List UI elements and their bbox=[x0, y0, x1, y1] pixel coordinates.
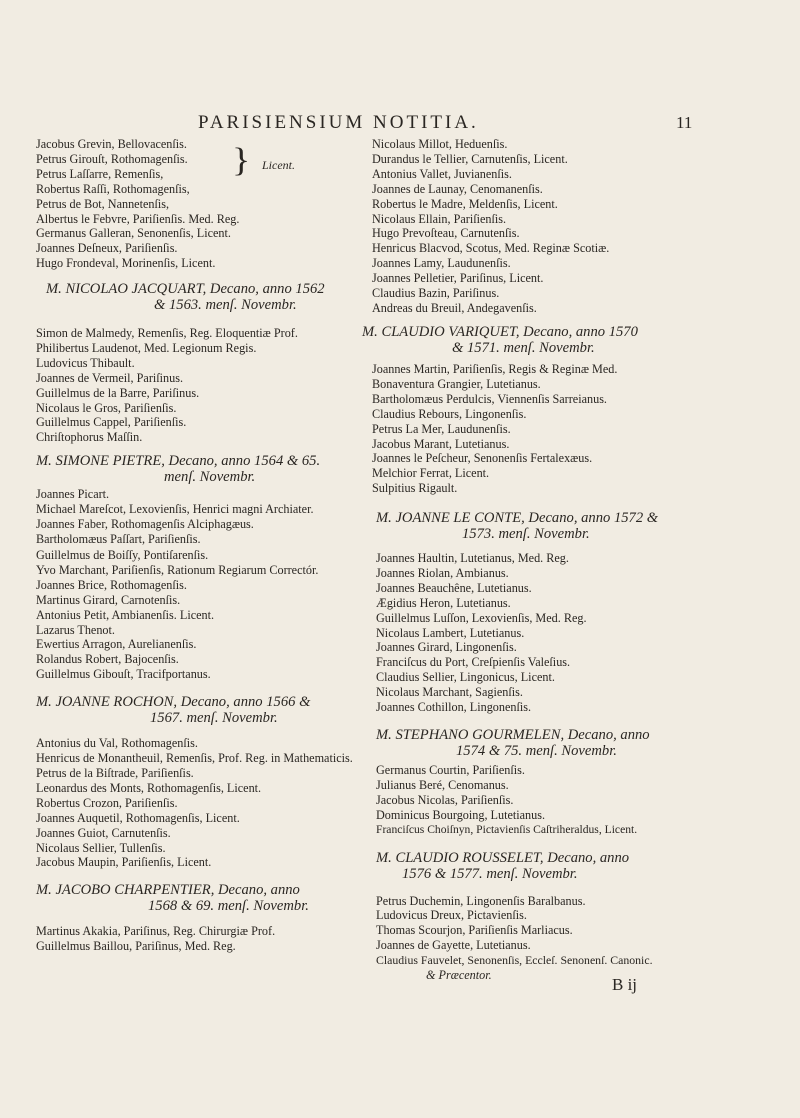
name-entry: Robertus le Madre, Meldenſis, Licent. bbox=[372, 196, 558, 211]
name-entry: Guillelmus de la Barre, Pariſinus. bbox=[36, 385, 200, 400]
name-entry: Julianus Beré, Cenomanus. bbox=[376, 777, 509, 792]
dean-heading: M. JOANNE LE CONTE, Decano, anno 1572 & bbox=[376, 510, 659, 526]
name-entry: Jacobus Marant, Lutetianus. bbox=[372, 436, 510, 451]
brace-label: Licent. bbox=[262, 158, 295, 172]
name-entry: Joannes Picart. bbox=[36, 487, 110, 502]
name-entry: Chriſtophorus Maſſin. bbox=[36, 430, 143, 445]
name-entry: Nicolaus Marchant, Sagienſis. bbox=[376, 685, 523, 700]
name-entry: Bonaventura Grangier, Lutetianus. bbox=[372, 376, 541, 391]
name-entry: Sulpitius Rigault. bbox=[372, 481, 458, 496]
dean-heading-cont: & 1571. menſ. Novembr. bbox=[452, 340, 595, 356]
name-entry: Rolandus Robert, Bajocenſis. bbox=[36, 652, 179, 667]
name-entry: Petrus Laſſarre, Remenſis, bbox=[36, 166, 164, 181]
dean-heading-cont: 1567. menſ. Novembr. bbox=[150, 710, 278, 727]
name-entry: Leonardus des Monts, Rothomagenſis, Licent. bbox=[36, 780, 262, 795]
dean-heading-cont: 1576 & 1577. menſ. Novembr. bbox=[402, 865, 578, 882]
name-entry: Nicolaus Lambert, Lutetianus. bbox=[376, 625, 525, 640]
name-entry: Joannes de Launay, Cenomanenſis. bbox=[372, 181, 543, 196]
name-entry: Petrus Girouſt, Rothomagenſis. bbox=[36, 151, 188, 166]
name-entry: Philibertus Laudenot, Med. Legionum Regis. bbox=[36, 340, 257, 355]
wide-entries bbox=[36, 502, 314, 547]
name-entry: Bartholomæus Paſſart, Pariſienſis. bbox=[36, 531, 201, 546]
name-entry: Claudius Rebours, Lingonenſis. bbox=[372, 406, 527, 421]
name-entry: Joannes Faber, Rothomagenſis Alciphagæus. bbox=[36, 516, 254, 531]
name-entry: Antonius du Val, Rothomagenſis. bbox=[36, 736, 198, 751]
name-entry: Andreas du Breuil, Andegavenſis. bbox=[372, 300, 537, 315]
name-entry: Petrus La Mer, Laudunenſis. bbox=[372, 421, 511, 436]
name-entry: Germanus Galleran, Senonenſis, Licent. bbox=[36, 226, 231, 241]
name-entry: Joannes Martin, Pariſienſis, Regis & Reginæ Med. bbox=[372, 362, 618, 376]
name-entry: Ludovicus Dreux, Pictavienſis. bbox=[376, 908, 527, 923]
name-entry: Joannes Guiot, Carnutenſis. bbox=[36, 825, 171, 840]
name-entry: Henricus de Monantheuil, Remenſis, Prof. Reg. in Mathematicis. bbox=[36, 751, 353, 766]
name-entry: Hugo Prevoſteau, Carnutenſis. bbox=[372, 226, 520, 241]
name-entry: Guillelmus Baillou, Pariſinus, Med. Reg. bbox=[36, 939, 236, 954]
name-entry: Petrus Duchemin, Lingonenſis Baralbanus. bbox=[376, 893, 586, 908]
name-entry: Ewertius Arragon, Aurelianenſis. bbox=[36, 637, 197, 652]
name-entry: Ludovicus Thibault. bbox=[36, 355, 135, 370]
dean-heading: M. CLAUDIO VARIQUET, Decano, anno 1570 bbox=[362, 324, 638, 340]
dean-heading-cont: 1574 & 75. menſ. Novembr. bbox=[456, 742, 617, 759]
left-column-lower bbox=[36, 548, 366, 954]
name-entry: Germanus Courtin, Pariſienſis. bbox=[376, 762, 525, 777]
name-entry: Durandus le Tellier, Carnutenſis, Licent. bbox=[372, 151, 568, 166]
name-entry: Hugo Frondeval, Morinenſis, Licent. bbox=[36, 256, 216, 271]
left-column-middle bbox=[36, 326, 320, 502]
name-entry: Guillelmus Luſſon, Lexovienſis, Med. Reg. bbox=[376, 610, 587, 625]
name-entry: Nicolaus Millot, Heduenſis. bbox=[372, 137, 508, 151]
brace-mark: } bbox=[232, 141, 251, 179]
dean-heading: M. CLAUDIO ROUSSELET, Decano, anno bbox=[376, 849, 630, 866]
name-entry: Antonius Vallet, Juvianenſis. bbox=[372, 166, 512, 181]
name-entry: Petrus de la Biſtrade, Pariſienſis. bbox=[36, 765, 194, 780]
name-entry: Guillelmus Cappel, Pariſienſis. bbox=[36, 415, 187, 430]
name-entry: Joannes Girard, Lingonenſis. bbox=[376, 640, 517, 655]
page-number: 11 bbox=[676, 113, 693, 132]
dean-heading: M. SIMONE PIETRE, Decano, anno 1564 & 65. bbox=[36, 453, 321, 470]
name-entry: Yvo Marchant, Pariſienſis, Rationum Regiarum Correctór. bbox=[36, 562, 319, 577]
name-entry: Robertus Raſſi, Rothomagenſis, bbox=[36, 181, 190, 196]
right-heading-conte bbox=[376, 510, 658, 542]
dean-heading-cont: & 1563. menſ. Novembr. bbox=[154, 297, 297, 314]
name-entry: Albertus le Febvre, Pariſienſis. Med. Reg. bbox=[36, 211, 240, 226]
name-entry: Joannes Deſneux, Pariſienſis. bbox=[36, 241, 178, 256]
name-entry: Joannes Riolan, Ambianus. bbox=[376, 565, 509, 580]
name-entry: & Præcentor. bbox=[426, 968, 492, 983]
dean-heading: M. JACOBO CHARPENTIER, Decano, anno bbox=[36, 882, 300, 899]
name-entry: Michael Mareſcot, Lexovienſis, Henrici magni Archiater. bbox=[36, 502, 314, 516]
name-entry: Franciſcus du Port, Creſpienſis Valeſius. bbox=[376, 655, 571, 670]
name-entry: Jacobus Nicolas, Pariſienſis. bbox=[376, 792, 514, 807]
name-entry: Thomas Scourjon, Pariſienſis Marliacus. bbox=[376, 923, 573, 938]
name-entry: Dominicus Bourgoing, Lutetianus. bbox=[376, 807, 546, 822]
name-entry: Nicolaus le Gros, Pariſienſis. bbox=[36, 400, 177, 415]
signature-mark: B ij bbox=[612, 975, 638, 994]
name-entry: Lazarus Thenot. bbox=[36, 622, 115, 637]
dean-heading-cont: 1573. menſ. Novembr. bbox=[462, 526, 590, 542]
dean-heading-cont: menſ. Novembr. bbox=[164, 469, 256, 486]
name-entry: Jacobus Grevin, Bellovacenſis. bbox=[36, 137, 187, 151]
page-title: PARISIENSIUM NOTITIA. bbox=[198, 112, 479, 133]
dean-heading: M. NICOLAO JACQUART, Decano, anno 1562 bbox=[46, 281, 325, 298]
name-entry: Joannes Brice, Rothomagenſis. bbox=[36, 577, 187, 592]
name-entry: Martinus Girard, Carnotenſis. bbox=[36, 592, 181, 607]
dean-heading: M. JOANNE ROCHON, Decano, anno 1566 & bbox=[36, 694, 311, 711]
name-entry: Antonius Petit, Ambianenſis. Licent. bbox=[36, 607, 215, 622]
name-entry: Joannes Lamy, Laudunenſis. bbox=[372, 256, 511, 271]
name-entry: Franciſcus Choiſnyn, Pictavienſis Caſtriheraldus, Licent. bbox=[376, 822, 638, 836]
name-entry: Melchior Ferrat, Licent. bbox=[372, 466, 490, 481]
name-entry: Martinus Akakia, Pariſinus, Reg. Chirurgiæ Prof. bbox=[36, 924, 276, 939]
name-entry: Bartholomæus Perdulcis, Viennenſis Sarreianus. bbox=[372, 391, 607, 406]
name-entry: Nicolaus Ellain, Pariſienſis. bbox=[372, 211, 507, 226]
dean-heading-cont: 1568 & 69. menſ. Novembr. bbox=[148, 898, 309, 915]
name-entry: Joannes de Vermeil, Pariſinus. bbox=[36, 370, 184, 385]
name-entry: Robertus Crozon, Pariſienſis. bbox=[36, 795, 178, 810]
name-entry: Joannes Haultin, Lutetianus, Med. Reg. bbox=[376, 551, 569, 565]
dean-heading: M. STEPHANO GOURMELEN, Decano, anno bbox=[376, 726, 650, 743]
name-entry: Joannes Pelletier, Pariſinus, Licent. bbox=[372, 271, 544, 286]
name-entry: Joannes Beauchêne, Lutetianus. bbox=[376, 580, 532, 595]
name-entry: Guillelmus Gibouſt, Tracifportanus. bbox=[36, 667, 211, 682]
right-column-top bbox=[372, 137, 609, 316]
name-entry: Petrus de Bot, Nannetenſis, bbox=[36, 196, 170, 211]
right-column-middle bbox=[362, 324, 638, 496]
name-entry: Claudius Fauvelet, Senonenſis, Eccleſ. Senonenſ. Canonic. bbox=[376, 953, 653, 968]
name-entry: Nicolaus Sellier, Tullenſis. bbox=[36, 840, 166, 855]
name-entry: Ægidius Heron, Lutetianus. bbox=[376, 595, 511, 610]
name-entry: Joannes Auquetil, Rothomagenſis, Licent. bbox=[36, 810, 240, 825]
right-column-lower bbox=[376, 551, 653, 983]
name-entry: Simon de Malmedy, Remenſis, Reg. Eloquentiæ Prof. bbox=[36, 326, 298, 340]
name-entry: Jacobus Maupin, Pariſienſis, Licent. bbox=[36, 855, 212, 870]
name-entry: Joannes de Gayette, Lutetianus. bbox=[376, 938, 531, 953]
name-entry: Joannes le Peſcheur, Senonenſis Fertalexæus. bbox=[372, 451, 593, 466]
name-entry: Joannes Cothillon, Lingonenſis. bbox=[376, 700, 532, 715]
name-entry: Guillelmus de Boiſſy, Pontiſarenſis. bbox=[36, 548, 209, 562]
running-header bbox=[0, 112, 800, 136]
name-entry: Claudius Sellier, Lingonicus, Licent. bbox=[376, 670, 555, 685]
name-entry: Henricus Blacvod, Scotus, Med. Reginæ Scotiæ. bbox=[372, 241, 610, 256]
name-entry: Claudius Bazin, Pariſinus. bbox=[372, 286, 500, 301]
